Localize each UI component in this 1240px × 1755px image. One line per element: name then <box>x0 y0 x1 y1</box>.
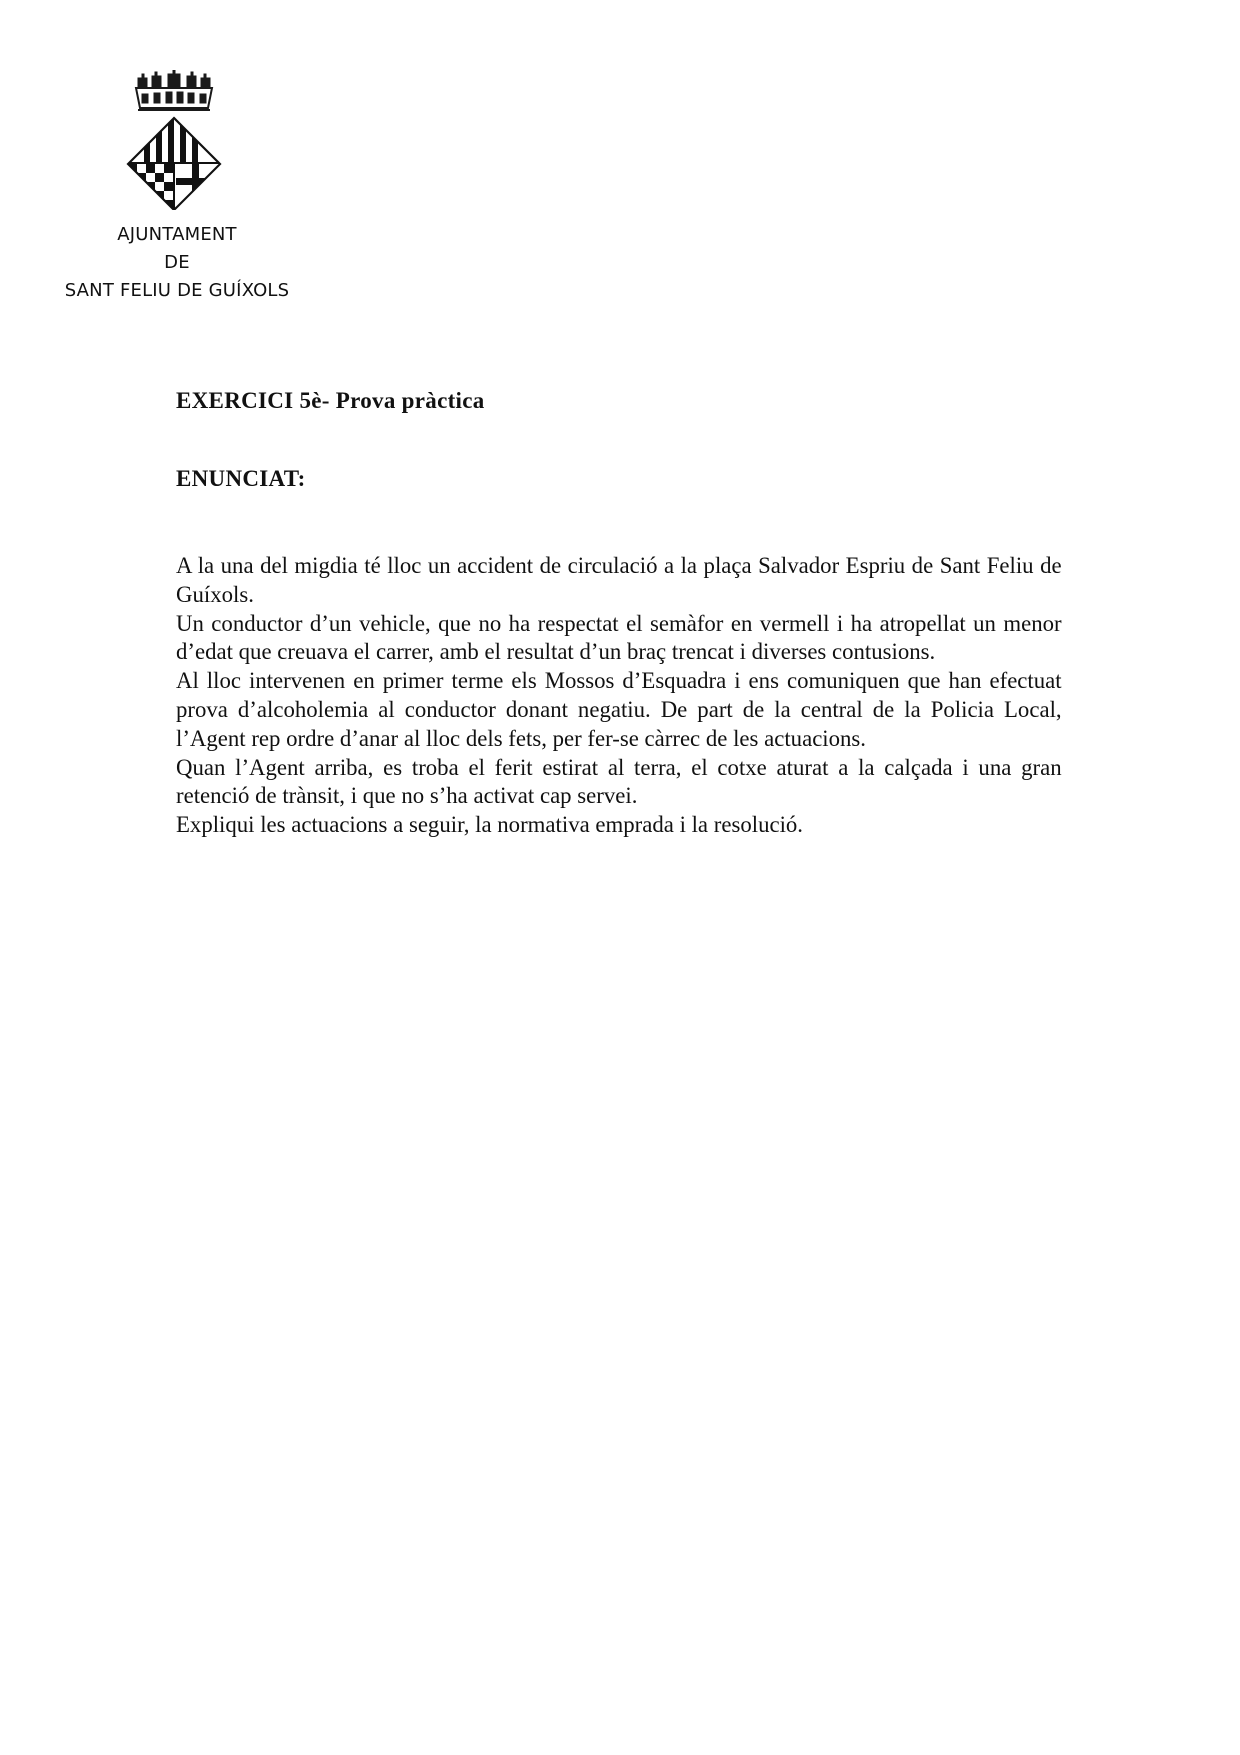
issuer-line-1: AJUNTAMENT <box>117 224 237 245</box>
statement-paragraph: Expliqui les actuacions a seguir, la normativa emprada i la resolució. <box>176 812 804 839</box>
exercise-title: EXERCICI 5è- Prova pràctica <box>176 388 485 413</box>
statement-paragraph: Al lloc intervenen en primer terme els Mossos d’Esquadra i ens comuniquen que han efectuat prova d’alcoholemia al conductor donant negatiu. De part de la central de la Policia Local, l’Agent rep ordre d’anar al lloc dels fets, per fer-se càrrec de les actuacions. <box>176 668 1062 752</box>
issuer-line-3: SANT FELIU DE GUÍXOLS <box>64 280 290 301</box>
issuer-line-2: DE <box>164 252 190 273</box>
statement-paragraph: Quan l’Agent arriba, es troba el ferit estirat al terra, el cotxe aturat a la calçada i una gran retenció de trànsit, i que no s’ha activat cap servei. <box>176 754 1062 810</box>
statement-paragraph: A la una del migdia té lloc un accident de circulació a la plaça Salvador Espriu de Sant Feliu de Guíxols. <box>176 553 1062 608</box>
municipal-coat-of-arms-icon <box>122 70 226 210</box>
issuer-name <box>58 221 296 305</box>
exercise-content <box>176 386 1062 840</box>
statement-body <box>176 552 1062 840</box>
statement-paragraph: Un conductor d’un vehicle, que no ha respectat el semàfor en vermell i ha atropellat un menor d’edat que creuava el carrer, amb el resultat d’un braç trencat i diverses contusions. <box>176 610 1062 666</box>
statement-heading: ENUNCIAT: <box>176 466 306 491</box>
